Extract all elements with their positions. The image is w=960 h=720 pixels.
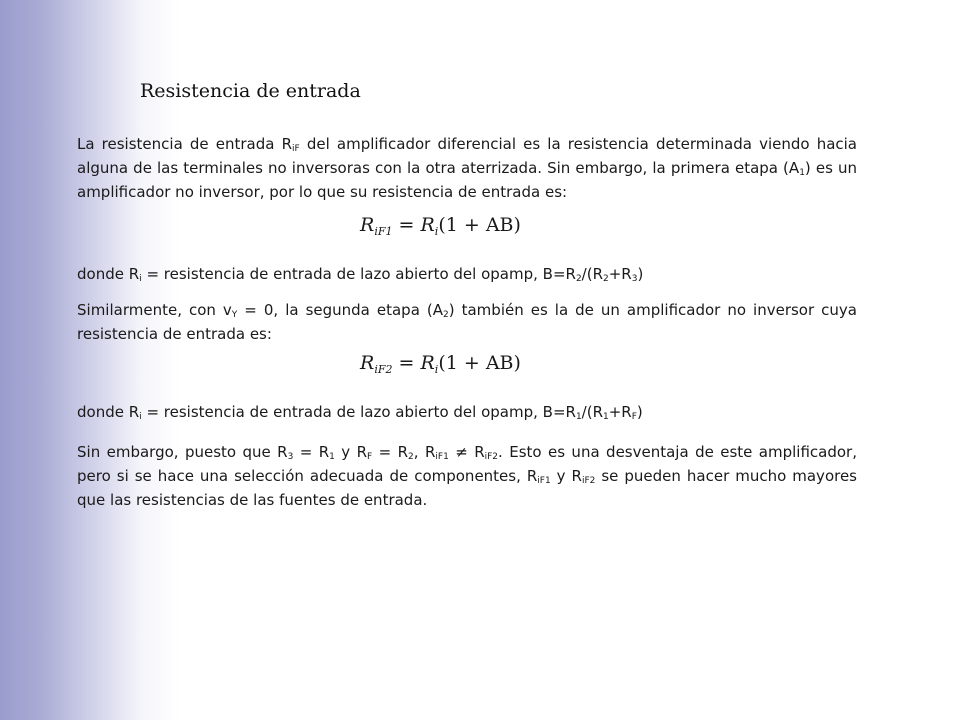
slide-title: Resistencia de entrada xyxy=(140,80,361,102)
paragraph-second-stage: Similarmente, con $v_Y = 0$, la segunda etapa $(A_2)$ también es la de un amplificador no inversor cuya resistencia de entrada es: xyxy=(77,301,857,343)
equation-rif1: $R_{iF1} = R_i(1 + AB)$ xyxy=(360,214,521,238)
paragraph-input-resistance: La resistencia de entrada $R_{iF}$ del amplificador diferencial es la resistencia determinada viendo hacia alguna de las terminales no inversoras con la otra aterrizada. Sin embargo, la primera etapa $(A_1)$ es un amplificador no inversor, por lo que su resistencia de entrada es: xyxy=(77,135,858,201)
paragraph-ri-definition-1: donde $R_i$ = resistencia de entrada de lazo abierto del opamp, $B=R_2/(R_2+R_3)$ xyxy=(77,265,644,284)
paragraph-ri-definition-2: donde $R_i$ = resistencia de entrada de lazo abierto del opamp, $B=R_1/(R_1+R_F)$ xyxy=(77,403,643,422)
paragraph-conclusion: Sin embargo, puesto que $R_3 = R_1$ y $R_F = R_2$, $R_{iF1} \ne R_{iF2}$. Esto es una desventaja de este amplificador, pero si se hace una selección adecuada de componentes, $R_{iF1}$ y $R_{iF2}$ se pueden hacer mucho mayores que las resistencias de las fuentes de entrada. xyxy=(77,443,857,509)
equation-rif2: $R_{iF2} = R_i(1 + AB)$ xyxy=(360,352,521,376)
